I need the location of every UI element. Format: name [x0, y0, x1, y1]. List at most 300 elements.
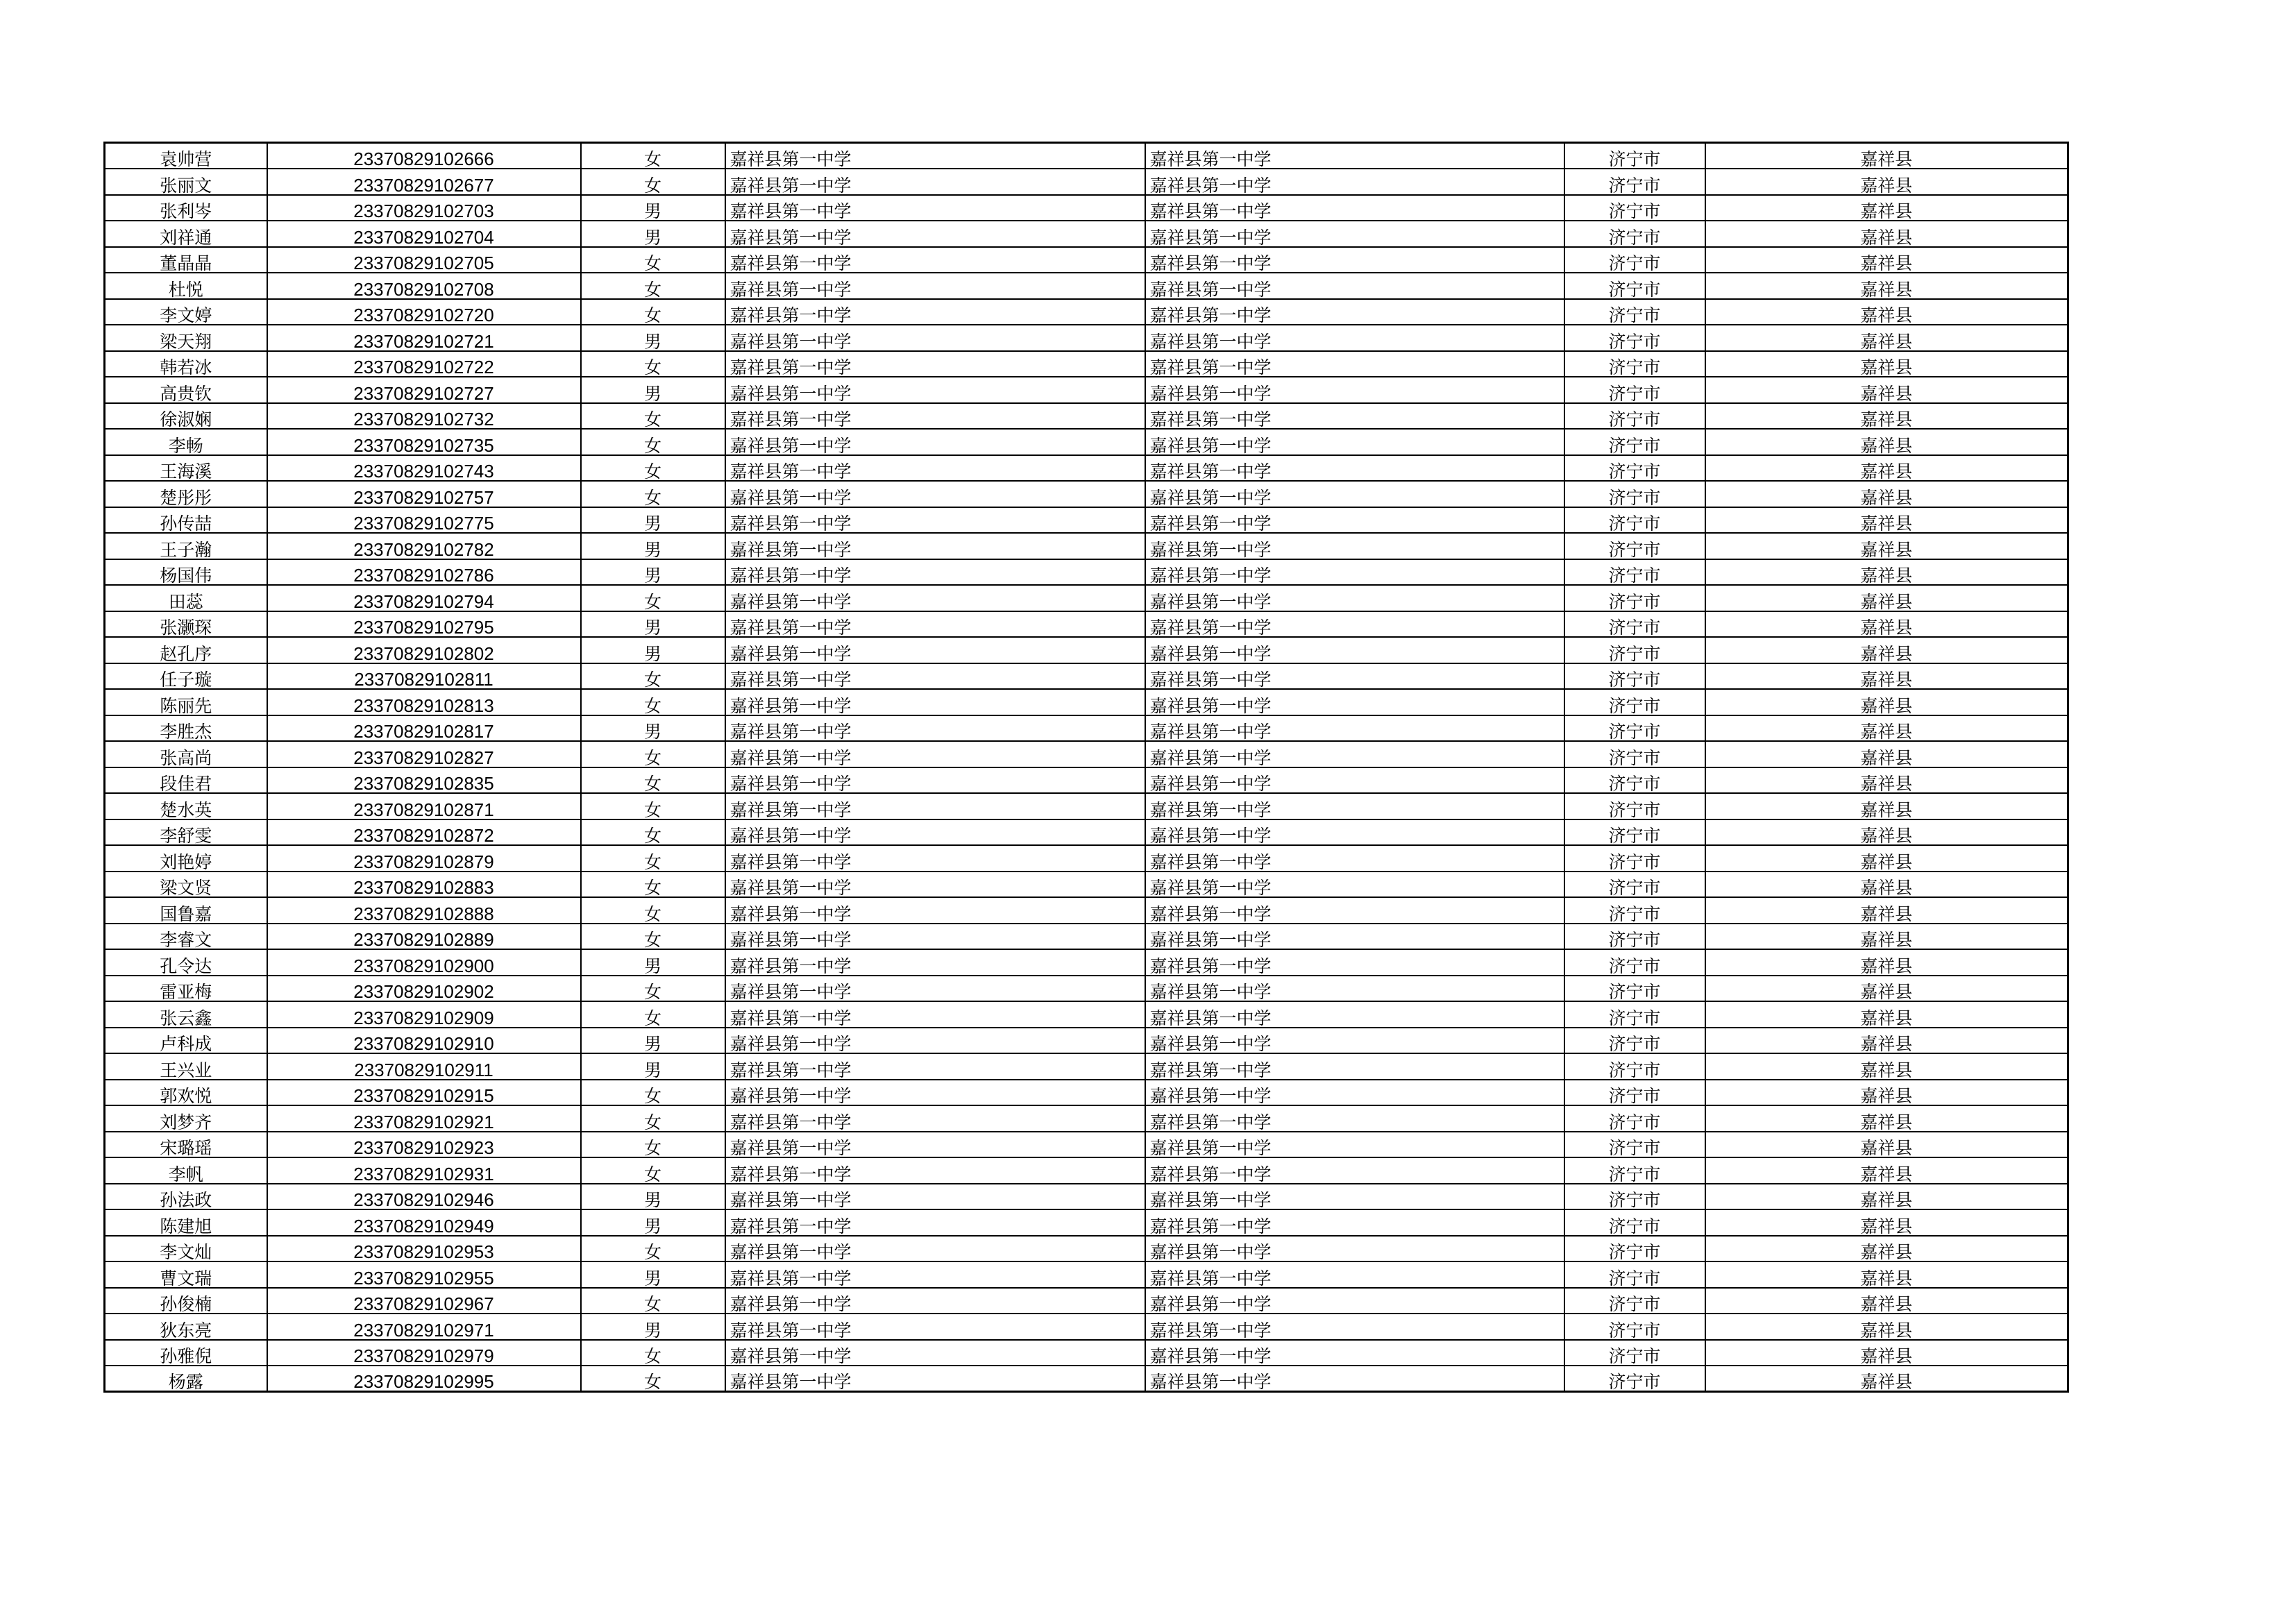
gender-cell: 女 [581, 1105, 725, 1132]
city-cell: 济宁市 [1564, 819, 1705, 846]
city-cell: 济宁市 [1564, 1236, 1705, 1262]
graduating-school-cell: 嘉祥县第一中学 [1145, 872, 1564, 898]
graduating-school-cell: 嘉祥县第一中学 [1145, 585, 1564, 611]
school-cell: 嘉祥县第一中学 [725, 481, 1145, 507]
school-cell: 嘉祥县第一中学 [725, 637, 1145, 663]
county-cell: 嘉祥县 [1705, 403, 2068, 430]
graduating-school-cell: 嘉祥县第一中学 [1145, 221, 1564, 247]
city-cell: 济宁市 [1564, 897, 1705, 924]
graduating-school-cell: 嘉祥县第一中学 [1145, 741, 1564, 767]
county-cell: 嘉祥县 [1705, 793, 2068, 819]
exam-id-cell: 23370829102795 [267, 611, 581, 638]
gender-cell: 女 [581, 845, 725, 872]
gender-cell: 女 [581, 455, 725, 482]
school-cell: 嘉祥县第一中学 [725, 533, 1145, 559]
gender-cell: 女 [581, 481, 725, 507]
name-cell: 段佳君 [105, 767, 267, 794]
gender-cell: 女 [581, 767, 725, 794]
name-cell: 田蕊 [105, 585, 267, 611]
county-cell: 嘉祥县 [1705, 1340, 2068, 1366]
exam-id-cell: 23370829102782 [267, 533, 581, 559]
table-row [105, 455, 2068, 482]
exam-id-cell: 23370829102955 [267, 1261, 581, 1288]
city-cell: 济宁市 [1564, 767, 1705, 794]
name-cell: 杨露 [105, 1366, 267, 1392]
school-cell: 嘉祥县第一中学 [725, 741, 1145, 767]
table-row [105, 1236, 2068, 1262]
gender-cell: 女 [581, 1366, 725, 1392]
school-cell: 嘉祥县第一中学 [725, 1314, 1145, 1340]
city-cell: 济宁市 [1564, 1366, 1705, 1392]
city-cell: 济宁市 [1564, 221, 1705, 247]
student-table [103, 142, 2069, 1393]
graduating-school-cell: 嘉祥县第一中学 [1145, 1209, 1564, 1236]
name-cell: 李帆 [105, 1157, 267, 1184]
table-row [105, 507, 2068, 534]
county-cell: 嘉祥县 [1705, 897, 2068, 924]
gender-cell: 男 [581, 377, 725, 403]
gender-cell: 女 [581, 585, 725, 611]
name-cell: 王兴业 [105, 1053, 267, 1080]
table-row [105, 637, 2068, 663]
gender-cell: 男 [581, 1209, 725, 1236]
table-row [105, 611, 2068, 638]
name-cell: 梁天翔 [105, 325, 267, 351]
city-cell: 济宁市 [1564, 169, 1705, 195]
exam-id-cell: 23370829102909 [267, 1001, 581, 1028]
name-cell: 张云鑫 [105, 1001, 267, 1028]
city-cell: 济宁市 [1564, 507, 1705, 534]
graduating-school-cell: 嘉祥县第一中学 [1145, 273, 1564, 299]
city-cell: 济宁市 [1564, 377, 1705, 403]
county-cell: 嘉祥县 [1705, 689, 2068, 715]
name-cell: 孙法政 [105, 1184, 267, 1210]
name-cell: 赵孔序 [105, 637, 267, 663]
gender-cell: 女 [581, 403, 725, 430]
school-cell: 嘉祥县第一中学 [725, 585, 1145, 611]
county-cell: 嘉祥县 [1705, 1261, 2068, 1288]
graduating-school-cell: 嘉祥县第一中学 [1145, 845, 1564, 872]
school-cell: 嘉祥县第一中学 [725, 403, 1145, 430]
school-cell: 嘉祥县第一中学 [725, 663, 1145, 690]
table-row [105, 1028, 2068, 1054]
city-cell: 济宁市 [1564, 1209, 1705, 1236]
school-cell: 嘉祥县第一中学 [725, 1053, 1145, 1080]
graduating-school-cell: 嘉祥县第一中学 [1145, 976, 1564, 1002]
county-cell: 嘉祥县 [1705, 169, 2068, 195]
table-row [105, 663, 2068, 690]
graduating-school-cell: 嘉祥县第一中学 [1145, 1105, 1564, 1132]
county-cell: 嘉祥县 [1705, 1366, 2068, 1392]
graduating-school-cell: 嘉祥县第一中学 [1145, 611, 1564, 638]
exam-id-cell: 23370829102743 [267, 455, 581, 482]
exam-id-cell: 23370829102802 [267, 637, 581, 663]
gender-cell: 女 [581, 143, 725, 169]
city-cell: 济宁市 [1564, 611, 1705, 638]
school-cell: 嘉祥县第一中学 [725, 1261, 1145, 1288]
table-row [105, 819, 2068, 846]
table-row [105, 377, 2068, 403]
city-cell: 济宁市 [1564, 741, 1705, 767]
school-cell: 嘉祥县第一中学 [725, 1288, 1145, 1314]
name-cell: 韩若冰 [105, 351, 267, 377]
county-cell: 嘉祥县 [1705, 872, 2068, 898]
graduating-school-cell: 嘉祥县第一中学 [1145, 1028, 1564, 1054]
gender-cell: 女 [581, 1236, 725, 1262]
school-cell: 嘉祥县第一中学 [725, 143, 1145, 169]
gender-cell: 女 [581, 351, 725, 377]
city-cell: 济宁市 [1564, 949, 1705, 976]
name-cell: 张灏琛 [105, 611, 267, 638]
table-row [105, 845, 2068, 872]
graduating-school-cell: 嘉祥县第一中学 [1145, 1053, 1564, 1080]
exam-id-cell: 23370829102720 [267, 299, 581, 325]
graduating-school-cell: 嘉祥县第一中学 [1145, 949, 1564, 976]
graduating-school-cell: 嘉祥县第一中学 [1145, 455, 1564, 482]
county-cell: 嘉祥县 [1705, 1105, 2068, 1132]
table-row [105, 169, 2068, 195]
table-row [105, 533, 2068, 559]
school-cell: 嘉祥县第一中学 [725, 351, 1145, 377]
table-row [105, 403, 2068, 430]
table-row [105, 429, 2068, 455]
city-cell: 济宁市 [1564, 1184, 1705, 1210]
graduating-school-cell: 嘉祥县第一中学 [1145, 1288, 1564, 1314]
exam-id-cell: 23370829102722 [267, 351, 581, 377]
gender-cell: 女 [581, 741, 725, 767]
name-cell: 刘艳婷 [105, 845, 267, 872]
school-cell: 嘉祥县第一中学 [725, 1340, 1145, 1366]
graduating-school-cell: 嘉祥县第一中学 [1145, 767, 1564, 794]
graduating-school-cell: 嘉祥县第一中学 [1145, 1001, 1564, 1028]
table-row [105, 1261, 2068, 1288]
exam-id-cell: 23370829102971 [267, 1314, 581, 1340]
school-cell: 嘉祥县第一中学 [725, 1028, 1145, 1054]
school-cell: 嘉祥县第一中学 [725, 273, 1145, 299]
gender-cell: 男 [581, 559, 725, 586]
county-cell: 嘉祥县 [1705, 195, 2068, 221]
city-cell: 济宁市 [1564, 351, 1705, 377]
city-cell: 济宁市 [1564, 1261, 1705, 1288]
county-cell: 嘉祥县 [1705, 377, 2068, 403]
gender-cell: 女 [581, 663, 725, 690]
name-cell: 李畅 [105, 429, 267, 455]
name-cell: 李胜杰 [105, 715, 267, 742]
exam-id-cell: 23370829102979 [267, 1340, 581, 1366]
city-cell: 济宁市 [1564, 143, 1705, 169]
exam-id-cell: 23370829102703 [267, 195, 581, 221]
graduating-school-cell: 嘉祥县第一中学 [1145, 533, 1564, 559]
name-cell: 张高尚 [105, 741, 267, 767]
graduating-school-cell: 嘉祥县第一中学 [1145, 715, 1564, 742]
city-cell: 济宁市 [1564, 559, 1705, 586]
graduating-school-cell: 嘉祥县第一中学 [1145, 1340, 1564, 1366]
exam-id-cell: 23370829102721 [267, 325, 581, 351]
county-cell: 嘉祥县 [1705, 1236, 2068, 1262]
exam-id-cell: 23370829102666 [267, 143, 581, 169]
table-row [105, 1314, 2068, 1340]
gender-cell: 男 [581, 1053, 725, 1080]
gender-cell: 女 [581, 1132, 725, 1158]
city-cell: 济宁市 [1564, 715, 1705, 742]
exam-id-cell: 23370829102888 [267, 897, 581, 924]
gender-cell: 女 [581, 976, 725, 1002]
school-cell: 嘉祥县第一中学 [725, 767, 1145, 794]
name-cell: 杜悦 [105, 273, 267, 299]
graduating-school-cell: 嘉祥县第一中学 [1145, 377, 1564, 403]
name-cell: 陈建旭 [105, 1209, 267, 1236]
exam-id-cell: 23370829102946 [267, 1184, 581, 1210]
name-cell: 袁帅营 [105, 143, 267, 169]
gender-cell: 男 [581, 195, 725, 221]
city-cell: 济宁市 [1564, 1157, 1705, 1184]
name-cell: 李睿文 [105, 924, 267, 950]
graduating-school-cell: 嘉祥县第一中学 [1145, 1366, 1564, 1392]
city-cell: 济宁市 [1564, 325, 1705, 351]
exam-id-cell: 23370829102677 [267, 169, 581, 195]
city-cell: 济宁市 [1564, 845, 1705, 872]
exam-id-cell: 23370829102900 [267, 949, 581, 976]
county-cell: 嘉祥县 [1705, 1053, 2068, 1080]
gender-cell: 男 [581, 637, 725, 663]
table-row [105, 585, 2068, 611]
county-cell: 嘉祥县 [1705, 767, 2068, 794]
school-cell: 嘉祥县第一中学 [725, 689, 1145, 715]
county-cell: 嘉祥县 [1705, 1001, 2068, 1028]
graduating-school-cell: 嘉祥县第一中学 [1145, 689, 1564, 715]
graduating-school-cell: 嘉祥县第一中学 [1145, 429, 1564, 455]
table-row [105, 1184, 2068, 1210]
county-cell: 嘉祥县 [1705, 741, 2068, 767]
county-cell: 嘉祥县 [1705, 273, 2068, 299]
exam-id-cell: 23370829102911 [267, 1053, 581, 1080]
county-cell: 嘉祥县 [1705, 1314, 2068, 1340]
table-row [105, 481, 2068, 507]
table-row [105, 949, 2068, 976]
county-cell: 嘉祥县 [1705, 221, 2068, 247]
school-cell: 嘉祥县第一中学 [725, 507, 1145, 534]
gender-cell: 女 [581, 924, 725, 950]
table-row [105, 1340, 2068, 1366]
name-cell: 卢科成 [105, 1028, 267, 1054]
school-cell: 嘉祥县第一中学 [725, 924, 1145, 950]
gender-cell: 女 [581, 793, 725, 819]
county-cell: 嘉祥县 [1705, 351, 2068, 377]
city-cell: 济宁市 [1564, 429, 1705, 455]
school-cell: 嘉祥县第一中学 [725, 429, 1145, 455]
exam-id-cell: 23370829102931 [267, 1157, 581, 1184]
city-cell: 济宁市 [1564, 637, 1705, 663]
county-cell: 嘉祥县 [1705, 611, 2068, 638]
name-cell: 刘梦齐 [105, 1105, 267, 1132]
county-cell: 嘉祥县 [1705, 819, 2068, 846]
exam-id-cell: 23370829102967 [267, 1288, 581, 1314]
name-cell: 楚水英 [105, 793, 267, 819]
school-cell: 嘉祥县第一中学 [725, 611, 1145, 638]
table-row [105, 559, 2068, 586]
gender-cell: 女 [581, 1340, 725, 1366]
exam-id-cell: 23370829102872 [267, 819, 581, 846]
name-cell: 刘祥通 [105, 221, 267, 247]
city-cell: 济宁市 [1564, 1001, 1705, 1028]
school-cell: 嘉祥县第一中学 [725, 299, 1145, 325]
gender-cell: 女 [581, 169, 725, 195]
city-cell: 济宁市 [1564, 533, 1705, 559]
gender-cell: 女 [581, 273, 725, 299]
school-cell: 嘉祥县第一中学 [725, 1184, 1145, 1210]
gender-cell: 男 [581, 1184, 725, 1210]
county-cell: 嘉祥县 [1705, 976, 2068, 1002]
school-cell: 嘉祥县第一中学 [725, 377, 1145, 403]
exam-id-cell: 23370829102910 [267, 1028, 581, 1054]
table-row [105, 1366, 2068, 1392]
graduating-school-cell: 嘉祥县第一中学 [1145, 559, 1564, 586]
county-cell: 嘉祥县 [1705, 1132, 2068, 1158]
name-cell: 徐淑娴 [105, 403, 267, 430]
school-cell: 嘉祥县第一中学 [725, 976, 1145, 1002]
graduating-school-cell: 嘉祥县第一中学 [1145, 637, 1564, 663]
table-row [105, 247, 2068, 273]
gender-cell: 男 [581, 949, 725, 976]
table-row [105, 976, 2068, 1002]
county-cell: 嘉祥县 [1705, 455, 2068, 482]
graduating-school-cell: 嘉祥县第一中学 [1145, 1132, 1564, 1158]
exam-id-cell: 23370829102995 [267, 1366, 581, 1392]
city-cell: 济宁市 [1564, 1314, 1705, 1340]
exam-id-cell: 23370829102889 [267, 924, 581, 950]
exam-id-cell: 23370829102811 [267, 663, 581, 690]
table-row [105, 924, 2068, 950]
exam-id-cell: 23370829102949 [267, 1209, 581, 1236]
gender-cell: 男 [581, 507, 725, 534]
county-cell: 嘉祥县 [1705, 481, 2068, 507]
school-cell: 嘉祥县第一中学 [725, 1105, 1145, 1132]
graduating-school-cell: 嘉祥县第一中学 [1145, 403, 1564, 430]
graduating-school-cell: 嘉祥县第一中学 [1145, 351, 1564, 377]
graduating-school-cell: 嘉祥县第一中学 [1145, 924, 1564, 950]
city-cell: 济宁市 [1564, 1080, 1705, 1106]
table-row [105, 1105, 2068, 1132]
city-cell: 济宁市 [1564, 793, 1705, 819]
table-row [105, 299, 2068, 325]
city-cell: 济宁市 [1564, 299, 1705, 325]
school-cell: 嘉祥县第一中学 [725, 455, 1145, 482]
graduating-school-cell: 嘉祥县第一中学 [1145, 793, 1564, 819]
county-cell: 嘉祥县 [1705, 1028, 2068, 1054]
table-row [105, 767, 2068, 794]
city-cell: 济宁市 [1564, 481, 1705, 507]
gender-cell: 男 [581, 1261, 725, 1288]
exam-id-cell: 23370829102732 [267, 403, 581, 430]
graduating-school-cell: 嘉祥县第一中学 [1145, 1236, 1564, 1262]
county-cell: 嘉祥县 [1705, 143, 2068, 169]
gender-cell: 女 [581, 429, 725, 455]
school-cell: 嘉祥县第一中学 [725, 1157, 1145, 1184]
gender-cell: 男 [581, 715, 725, 742]
table-row [105, 1209, 2068, 1236]
name-cell: 雷亚梅 [105, 976, 267, 1002]
table-row [105, 1157, 2068, 1184]
graduating-school-cell: 嘉祥县第一中学 [1145, 325, 1564, 351]
exam-id-cell: 23370829102923 [267, 1132, 581, 1158]
exam-id-cell: 23370829102817 [267, 715, 581, 742]
school-cell: 嘉祥县第一中学 [725, 793, 1145, 819]
school-cell: 嘉祥县第一中学 [725, 1132, 1145, 1158]
gender-cell: 男 [581, 325, 725, 351]
city-cell: 济宁市 [1564, 1028, 1705, 1054]
table-body [105, 143, 2068, 1392]
exam-id-cell: 23370829102953 [267, 1236, 581, 1262]
school-cell: 嘉祥县第一中学 [725, 559, 1145, 586]
gender-cell: 女 [581, 689, 725, 715]
exam-id-cell: 23370829102835 [267, 767, 581, 794]
county-cell: 嘉祥县 [1705, 299, 2068, 325]
table-row [105, 741, 2068, 767]
exam-id-cell: 23370829102735 [267, 429, 581, 455]
county-cell: 嘉祥县 [1705, 533, 2068, 559]
gender-cell: 女 [581, 819, 725, 846]
name-cell: 张利岑 [105, 195, 267, 221]
school-cell: 嘉祥县第一中学 [725, 819, 1145, 846]
county-cell: 嘉祥县 [1705, 949, 2068, 976]
graduating-school-cell: 嘉祥县第一中学 [1145, 481, 1564, 507]
name-cell: 孙传喆 [105, 507, 267, 534]
exam-id-cell: 23370829102902 [267, 976, 581, 1002]
city-cell: 济宁市 [1564, 195, 1705, 221]
county-cell: 嘉祥县 [1705, 1209, 2068, 1236]
county-cell: 嘉祥县 [1705, 1157, 2068, 1184]
gender-cell: 男 [581, 533, 725, 559]
county-cell: 嘉祥县 [1705, 637, 2068, 663]
exam-id-cell: 23370829102757 [267, 481, 581, 507]
exam-id-cell: 23370829102727 [267, 377, 581, 403]
exam-id-cell: 23370829102704 [267, 221, 581, 247]
name-cell: 王子瀚 [105, 533, 267, 559]
graduating-school-cell: 嘉祥县第一中学 [1145, 1314, 1564, 1340]
gender-cell: 男 [581, 221, 725, 247]
table-row [105, 897, 2068, 924]
gender-cell: 女 [581, 897, 725, 924]
table-row [105, 273, 2068, 299]
exam-id-cell: 23370829102915 [267, 1080, 581, 1106]
name-cell: 宋璐瑶 [105, 1132, 267, 1158]
graduating-school-cell: 嘉祥县第一中学 [1145, 663, 1564, 690]
gender-cell: 女 [581, 1080, 725, 1106]
city-cell: 济宁市 [1564, 976, 1705, 1002]
name-cell: 梁文贤 [105, 872, 267, 898]
city-cell: 济宁市 [1564, 1105, 1705, 1132]
school-cell: 嘉祥县第一中学 [725, 1209, 1145, 1236]
graduating-school-cell: 嘉祥县第一中学 [1145, 1080, 1564, 1106]
city-cell: 济宁市 [1564, 1132, 1705, 1158]
name-cell: 李舒雯 [105, 819, 267, 846]
exam-id-cell: 23370829102708 [267, 273, 581, 299]
gender-cell: 女 [581, 247, 725, 273]
graduating-school-cell: 嘉祥县第一中学 [1145, 195, 1564, 221]
name-cell: 王海溪 [105, 455, 267, 482]
school-cell: 嘉祥县第一中学 [725, 195, 1145, 221]
name-cell: 张丽文 [105, 169, 267, 195]
school-cell: 嘉祥县第一中学 [725, 325, 1145, 351]
exam-id-cell: 23370829102813 [267, 689, 581, 715]
school-cell: 嘉祥县第一中学 [725, 221, 1145, 247]
graduating-school-cell: 嘉祥县第一中学 [1145, 1261, 1564, 1288]
name-cell: 李文婷 [105, 299, 267, 325]
table-row [105, 715, 2068, 742]
graduating-school-cell: 嘉祥县第一中学 [1145, 299, 1564, 325]
school-cell: 嘉祥县第一中学 [725, 897, 1145, 924]
exam-id-cell: 23370829102883 [267, 872, 581, 898]
